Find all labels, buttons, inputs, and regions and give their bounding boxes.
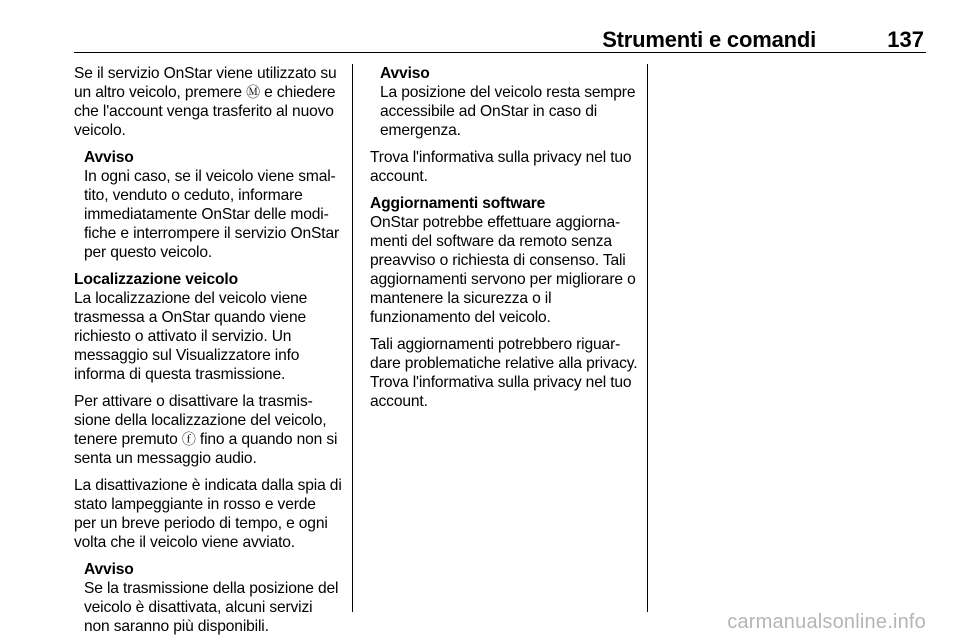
section-heading-software-updates: Aggiornamenti software <box>370 195 546 212</box>
paragraph-account-transfer: Se il servizio OnStar viene utilizzato su un altro veicolo, premere Ⓜ e chiedere che l'account venga trasferito al nuovo veicolo. <box>74 65 337 139</box>
privacy-button-icon: ⓕ <box>181 431 196 447</box>
onstar-button-icon: Ⓜ <box>246 84 260 100</box>
paragraph-location-sent: La localizzazione del veicolo viene trasmessa a OnStar quando viene richiesto o attivato il servizio. Un messaggio sul Visualizzatore info informa di questa trasmissione. <box>74 290 308 383</box>
page-number: 137 <box>887 27 924 52</box>
paragraph-software-updates: OnStar potrebbe effettuare aggiornamenti del software da remoto senza preavviso o richiesta di consenso. Tali aggiornamenti servono per migliorare o mantenere la sicurezza o il funzionamento del veicolo. <box>370 214 636 326</box>
notice-box <box>84 148 342 262</box>
column-divider-left <box>352 64 353 612</box>
paragraph-privacy-info: Trova l'informativa sulla privacy nel tuo account. <box>370 149 632 185</box>
column-divider-right <box>647 64 648 612</box>
notice-text: Se la trasmissione della posizione del veicolo è disattivata, alcuni servizi non saranno più disponibili. <box>84 580 339 635</box>
notice-box <box>380 64 638 140</box>
watermark: carmanualsonline.info <box>727 611 926 633</box>
right-column <box>370 64 638 419</box>
paragraph-toggle-location: Per attivare o disattivare la trasmissione della localizzazione del veicolo, tenere premuto ⓕ fino a quando non si senta un messaggio audio. <box>74 393 338 467</box>
paragraph-status-light: La disattivazione è indicata dalla spia di stato lampeggiante in rosso e verde per un breve periodo di tempo, e ogni volta che il veicolo viene avviato. <box>74 477 342 551</box>
page-title: Strumenti e comandi <box>602 27 816 52</box>
paragraph-updates-privacy: Tali aggiornamenti potrebbero riguardare problematiche relative alla privacy. Trova l'informativa sulla privacy nel tuo account. <box>370 336 638 410</box>
notice-title: Avviso <box>84 561 134 578</box>
notice-text: La posizione del veicolo resta sempre accessibile ad OnStar in caso di emergenza. <box>380 84 636 139</box>
page-header <box>74 26 926 53</box>
section-heading-vehicle-location: Localizzazione veicolo <box>74 271 238 288</box>
left-column <box>74 64 342 644</box>
notice-title: Avviso <box>380 65 430 82</box>
notice-box <box>84 560 342 636</box>
notice-text: In ogni caso, se il veicolo viene smaltito, venduto o ceduto, informare immediatamente OnStar delle modifiche e interrompere il servizio OnStar per questo veicolo. <box>84 168 340 261</box>
notice-title: Avviso <box>84 149 134 166</box>
